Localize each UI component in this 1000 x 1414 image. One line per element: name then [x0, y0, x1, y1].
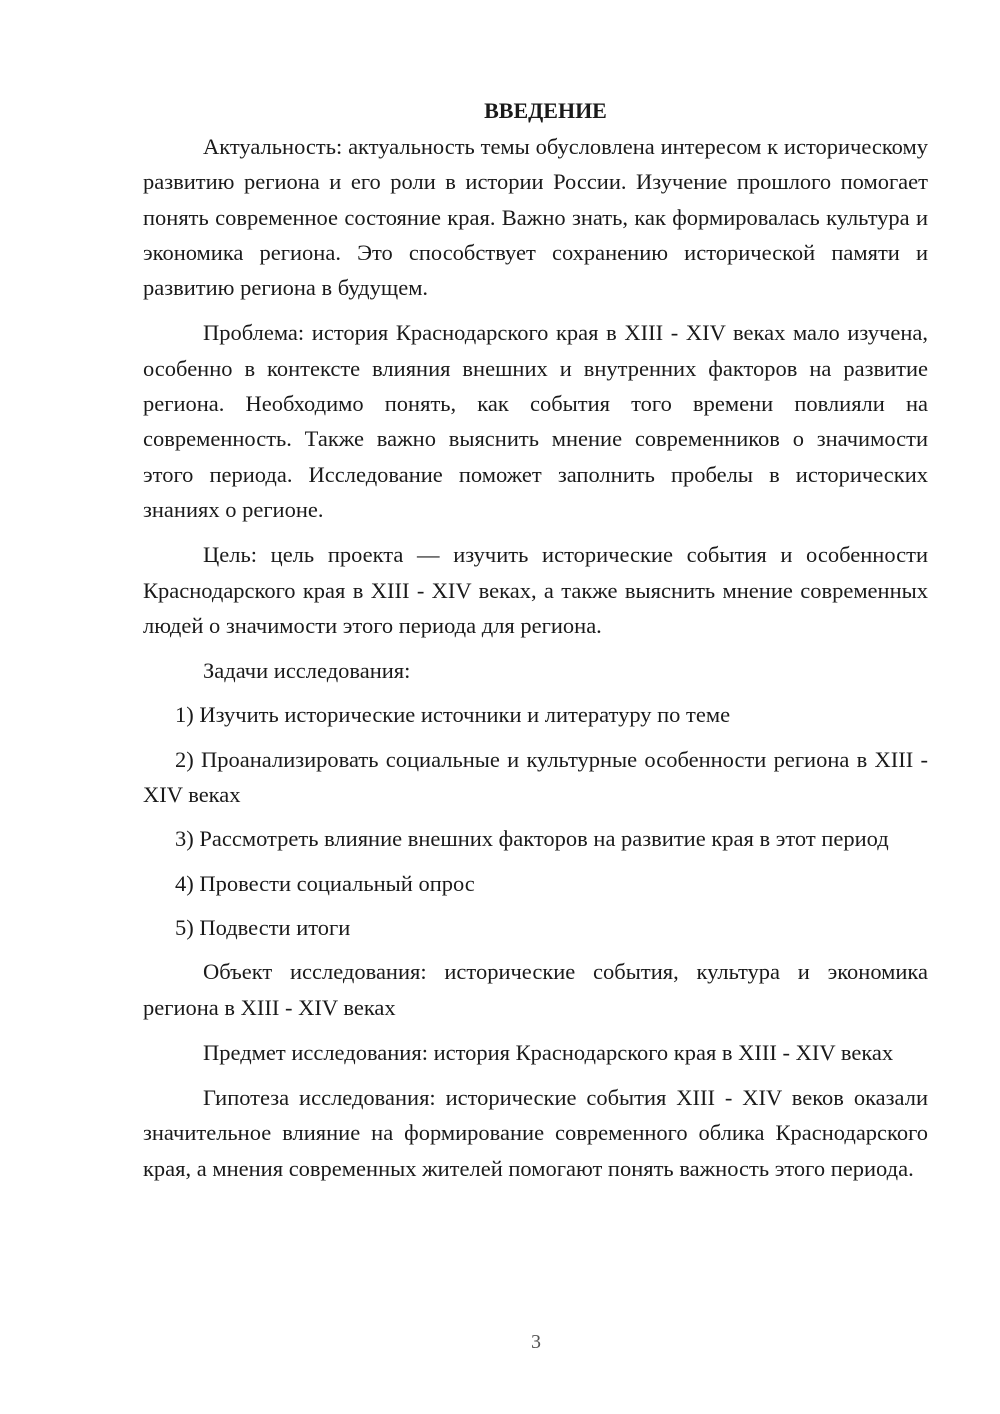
list-item-task-1: 1) Изучить исторические источники и литературу по теме — [175, 702, 731, 728]
tasks-title: Задачи исследования: — [203, 658, 411, 684]
list-item-task-5: 5) Подвести итоги — [175, 914, 351, 940]
list-item-task-3: 3) Рассмотреть влияние внешних факторов на развитие края в этот период — [175, 826, 889, 852]
document-page — [143, 93, 928, 1186]
paragraph-goal: Цель: цель проекта — изучить исторические события и особенности Краснодарского края в XIII - XIV веках, а также выяснить мнение современных людей о значимости этого периода для региона. — [143, 542, 928, 638]
list-item-task-2: 2) Проанализировать социальные и культурные особенности региона в XIII - XIV веках — [143, 746, 928, 808]
paragraph-hypothesis: Гипотеза исследования: исторические события XIII - XIV веков оказали значительное влияние на формирование современного облика Краснодарского края, а мнения современных жителей помогают понять важность этого периода. — [143, 1085, 928, 1181]
paragraph-problem: Проблема: история Краснодарского края в XIII - XIV веках мало изучена, особенно в контексте влияния внешних и внутренних факторов на развитие региона. Необходимо понять, как события того времени повлияли на современность. Также важно выяснить мнение современников о значимости этого периода. Исследование поможет заполнить пробелы в исторических знаниях о регионе. — [143, 320, 928, 522]
list-item-task-4: 4) Провести социальный опрос — [175, 870, 475, 896]
paragraph-relevance: Актуальность: актуальность темы обусловлена интересом к историческому развитию региона и его роли в истории России. Изучение прошлого помогает понять современное состояние края. Важно знать, как формировалась культура и экономика региона. Это способствует сохранению исторической памяти и развитию региона в будущем. — [143, 134, 928, 301]
page-number: 3 — [531, 1331, 541, 1353]
paragraph-subject: Предмет исследования: история Краснодарского края в XIII - XIV веках — [203, 1039, 894, 1065]
paragraph-object: Объект исследования: исторические события, культура и экономика региона в XIII - XIV веках — [143, 959, 928, 1020]
page-title: ВВЕДЕНИЕ — [484, 98, 607, 123]
